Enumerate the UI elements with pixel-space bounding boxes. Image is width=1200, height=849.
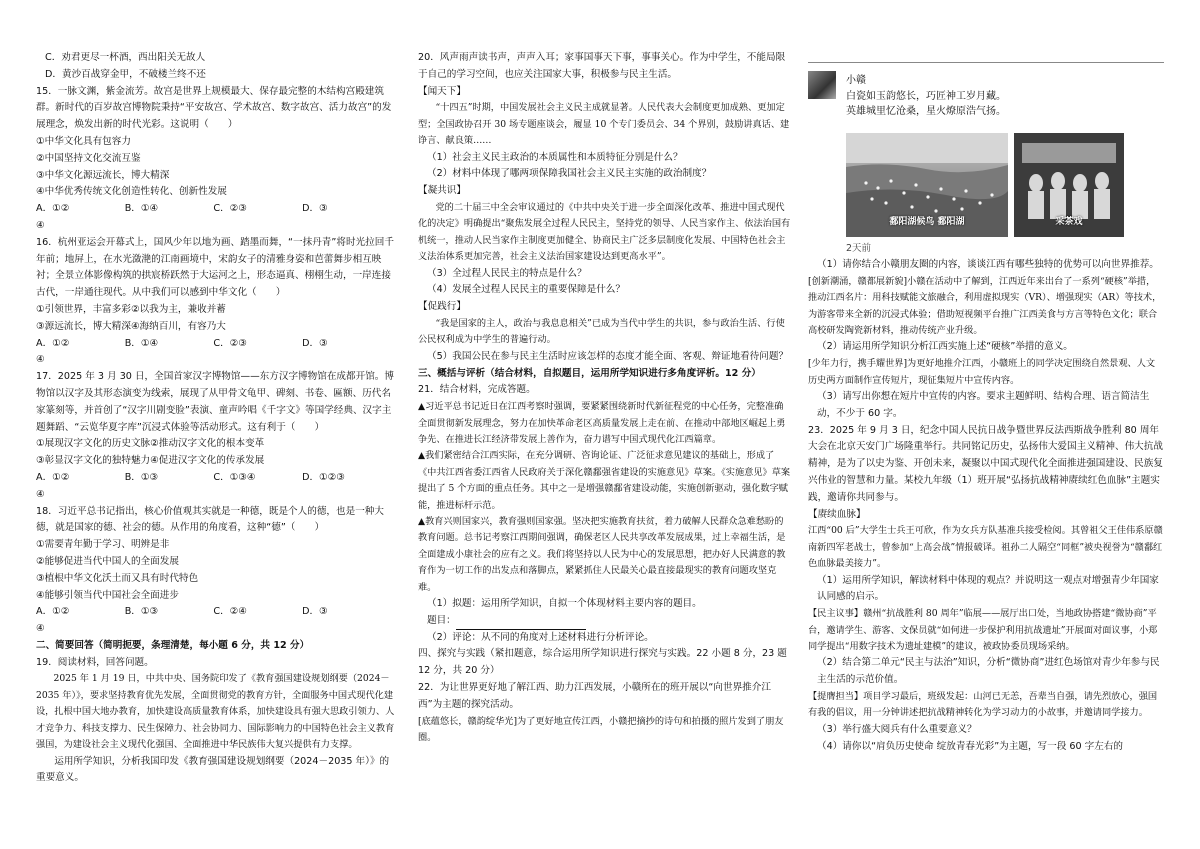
q17-choices — [36, 470, 398, 487]
q16-opt-2: ③源远流长，博大精深④海纳百川，有容乃大 — [36, 320, 226, 332]
section-4-heading: 四、探究与实践（紧扣题意，综合运用所学知识进行探究与实践。22 小题 8 分，23 题 12 分，共 20 分） — [418, 648, 787, 677]
q23-stem: 23．2025 年 9 月 3 日，纪念中国人民抗日战争暨世界反法西斯战争胜利 80 周年大会在北京天安门广场隆重举行。共同铭记历史，弘扬伟大爱国主义精神、伟大抗战精神，是为了以史为鉴、开创未来，凝聚以中国式现代化全面推进强国建设、民族复兴伟业的智慧和力量。某校九年级（1）班开展“弘扬抗战精神赓续红色血脉”主题实践，邀请你共同参与。 — [808, 424, 1163, 503]
choice-c: C．①③④ — [213, 471, 256, 483]
q17-stem: 17．2025 年 3 月 30 日，全国首家汉字博物馆——东方汉字博物馆在成都开馆。博物馆以汉字及其形态演变为线索，展现了从甲骨文龟甲、碑刻、书卷、匾额、历代名家篆刻等，并首创了“汉字川剧变脸”表演、童声吟唱《千字文》等国学经典、汉字主题舞蹈、“云览华夏字库”沉浸式体验等活动形式。这有利于（ ） — [36, 371, 394, 433]
q20-ask-3: （3）全过程人民民主的特点是什么？ — [427, 267, 587, 279]
choice-a: A．①② — [36, 606, 70, 618]
choice-d: D．③ — [302, 606, 328, 618]
moments-post — [808, 62, 1164, 254]
q22-ask-2: （2）请运用所学知识分析江西实施上述“硬核”举措的意义。 — [817, 341, 1073, 353]
q23-material-3: 【提膺担当】项目学习最后，班级发起：山河已无恙，吾辈当自强，请先烈放心，强国有我的倡议，用一分钟讲述把抗战精神转化为学习动力的小故事，并邀请同学接力。 — [808, 691, 1158, 719]
photo-caption: 采茶戏 — [1055, 217, 1083, 228]
choice-b: B．①④ — [124, 203, 159, 215]
choice-c: C．②④ — [213, 606, 247, 618]
q17-choice-tail: ④ — [36, 488, 45, 500]
q15-opt-4: ④中华优秀传统文化创造性转化、创新性发展 — [36, 186, 227, 198]
q20-stem: 20．风声雨声读书声，声声入耳；家事国事天下事，事事关心。作为中学生，不能局限于自己的学习空间，也应关注国家大事，积极参与民主生活。 — [418, 52, 786, 80]
q18-opt-3: ③植根中华文化沃土而又具有时代特色 — [36, 572, 199, 584]
q20-heading-practice: 【促践行】 — [418, 301, 466, 313]
q21-ask-1: （1）拟题：运用所学知识，自拟一个体现材料主要内容的题目。 — [427, 598, 702, 610]
post-author: 小赣 — [846, 75, 866, 86]
lake-birds-photo — [846, 133, 1008, 237]
q22-continued — [808, 257, 1164, 755]
q20-material-2: 党的二十届三中全会审议通过的《中共中央关于进一步全面深化改革、推进中国式现代化的决定》明确提出“聚焦发展全过程人民民主，坚持党的领导、人民当家作主、依法治国有机统一，推动人民当家作主制度更加健全、协商民主广泛多层制度化发展、中国特色社会主义法治体系更加完善，社会主义法治国家建设达到更高水平”。 — [418, 202, 791, 263]
q20-ask-5: （5）我国公民在参与民主生活时应该怎样的态度才能全面、客观、辩证地看待问题？ — [427, 350, 789, 362]
q14-option-d: D．黄沙百战穿金甲，不破楼兰终不还 — [45, 68, 206, 80]
answer-blank[interactable] — [456, 619, 586, 630]
poem-line-1: 白瓷如玉韵悠长，巧匠神工岁月藏。 — [846, 91, 1006, 102]
q20-material-1: “十四五”时期，中国发展社会主义民主成就显著。人民代表大会制度更加成熟、更加定型；全国政协召开 30 场专题座谈会，履显 10 个专门委员会、34 个界别，鼓励讲真话、建诤言、献良策…… — [418, 102, 790, 147]
post-timestamp: 2天前 — [846, 243, 872, 254]
q21-stem: 21．结合材料，完成答题。 — [418, 384, 536, 396]
q17-opt-1: ①展现汉字文化的历史文脉②推动汉字文化的根本变革 — [36, 438, 265, 450]
q22-ask-1: （1）请你结合小赣朋友圈的内容，谈谈江西有哪些独特的优势可以向世界推荐。 — [817, 259, 1159, 270]
q22-ask-3: （3）请写出你想在短片中宣传的内容。要求主题鲜明、结构合理、语言简洁生动，不少于 60 字。 — [817, 391, 1150, 419]
q22-material-1: [底蕴悠长，赣韵绽华光]为了更好地宣传江西，小赣把摘抄的诗句和拍摄的照片发到了朋友圈。 — [418, 715, 784, 744]
q15-opt-1: ①中华文化具有包容力 — [36, 135, 131, 147]
q16-opt-1: ①引领世界，丰富多彩②以我为主，兼收并蓄 — [36, 303, 226, 315]
q21-material-2: ▲我们紧密结合江西实际，在充分调研、咨询论证、广泛征求意见建议的基础上，形成了《中共江西省委江西省人民政府关于深化赣鄱强省建设的实施意见》草案。《实施意见》草案提出了 5 个方面的重点任务。其中之一是增强赣鄱省建设动能，实施创新驱动，强化数字赋能，推进标杆示范。 — [418, 450, 791, 511]
choice-a: A．①② — [36, 337, 70, 349]
column-middle — [418, 50, 792, 746]
q15-choices — [36, 201, 398, 218]
q15-opt-3: ③中华文化源远流长，博大精深 — [36, 169, 170, 181]
avatar — [808, 71, 836, 99]
q18-opt-4: ④能够引领当代中国社会全面进步 — [36, 589, 179, 601]
q21-material-3: ▲教育兴则国家兴，教育强则国家强。坚决把实施教育扶贫，着力破解人民群众急难愁盼的教育问题。总书记考察江西期间强调，确保老区人民共享改革发展成果，过上幸福生活，是全面建成小康社会的应有之义。我们将坚持以人民为中心的发展思想，把办好人民满意的教育作为一切工作的出发点和落脚点，紧紧抓住人民最关心最直接最现实的教育问题攻坚克难。 — [418, 516, 786, 593]
choice-a: A．①② — [36, 203, 70, 215]
q15-opt-2: ②中国坚持文化交流互鉴 — [36, 152, 141, 164]
choice-c: C．②③ — [213, 203, 247, 215]
q19-question: 运用所学知识，分析我国印发《教育强国建设规划纲要（2024－2035 年）》的重要意义。 — [36, 755, 390, 784]
post-text — [846, 89, 1164, 119]
q23-heading-bloodline: 【赓续血脉】 — [808, 508, 866, 520]
choice-b: B．①③ — [124, 606, 159, 618]
q18-choices — [36, 604, 398, 621]
q16-choice-tail: ④ — [36, 354, 45, 366]
q19-stem: 19．阅读材料，回答问题。 — [36, 656, 154, 668]
choice-d: D．③ — [302, 203, 328, 215]
tea-opera-photo — [1014, 133, 1124, 237]
choice-d: D．①②③ — [302, 471, 345, 483]
q16-choices — [36, 336, 398, 353]
q23-material-1: 江西“00 后”大学生士兵王可欣，作为女兵方队基准兵接受检阅。其曾祖父王佳伟系原赣南新四军老战士，曾参加“上高会战”情报破译。祖孙二人隔空“同框”被央视誉为“赣鄱红色血脉最美接力”。 — [808, 525, 1163, 570]
q19-material: 2025 年 1 月 19 日，中共中央、国务院印发了《教育强国建设规划纲要（2024－2035 年）》，要求坚持教育优先发展，全面贯彻党的教育方针，全面服务中国式现代化建设，扎根中国大地办教育，加快建设高质量教育体系，加快建设具有强大思政引领力、人才竞争力、科技支撑力、民生保障力、社会协同力、国际影响力的中国特色社会主义教育强国，为建设社会主义现代化强国、全面推进中华民族伟大复兴提供有力支撑。 — [36, 673, 395, 751]
choice-a: A．①② — [36, 471, 70, 483]
q22-material-3: [少年力行，携手耀世界]为更好地推介江西，小赣班上的同学决定围绕自然景观、人文历史两方面制作宣传短片，现征集短片中宣传内容。 — [808, 358, 1156, 386]
choice-d: D．③ — [302, 337, 328, 349]
choice-b: B．①③ — [124, 471, 159, 483]
q23-material-2: 【民主议事】赣州“抗战胜利 80 周年”临展——展厅出口处，当地政协搭建“微协商”平台，邀请学生、游客、文保员就“如何进一步保护利用抗战遗址”开展面对面议事，小郑同学提出“用数字技术为遗址建模”的建议，被政协委员现场采纳。 — [808, 608, 1158, 653]
choice-b: B．①④ — [124, 337, 159, 349]
photo-caption: 鄱阳湖候鸟 鄱阳湖 — [889, 217, 965, 228]
column-right — [808, 62, 1164, 755]
q18-opt-2: ②能够促进当代中国人的全面发展 — [36, 555, 179, 567]
q18-choice-tail: ④ — [36, 623, 45, 635]
q21-title-label: 题目： — [427, 614, 456, 626]
q21-material-1: ▲习近平总书记近日在江西考察时强调，要紧紧围绕新时代新征程党的中心任务，完整准确全面贯彻新发展理念，努力在加快革命老区高质量发展上走在前、在推动中部地区崛起上勇争先、在推进长江经济带发展上善作为，奋力谱写中国式现代化江西篇章。 — [418, 401, 786, 446]
q23-ask-3: （3）举行盛大阅兵有什么重要意义？ — [817, 723, 977, 735]
q20-heading-news: 【闻天下】 — [418, 85, 466, 97]
q20-ask-2: （2）材料中体现了哪两项保障我国社会主义民主实施的政治制度？ — [427, 168, 712, 180]
q21-ask-2: （2）评论：从不同的角度对上述材料进行分析评论。 — [427, 631, 654, 643]
choice-c: C．②③ — [213, 337, 247, 349]
q14-option-c: C．劝君更尽一杯酒，西出阳关无故人 — [45, 52, 206, 63]
q20-ask-1: （1）社会主义民主政治的本质属性和本质特征分别是什么？ — [427, 151, 683, 163]
q20-heading-consensus: 【凝共识】 — [418, 185, 466, 197]
q23-ask-1: （1）运用所学知识，解读材料中体现的观点？并说明这一观点对增强青少年国家认同感的启示。 — [817, 574, 1159, 603]
q22-material-2: [创新潮涌，赣都展新貌]小赣在活动中了解到，江西近年来出台了一系列“硬核”举措，推动江西名片：用科技赋能文旅融合，利用虚拟现实（VR）、增强现实（AR）等技术，为游客带来全新的沉浸式体验；借助短视频平台推广江西美食与方言等特色文化；联合高校研发陶瓷新材料，推动传统产业升级。 — [808, 275, 1162, 337]
q17-opt-2: ③彰显汉字文化的独特魅力④促进汉字文化的传承发展 — [36, 455, 265, 467]
section-2-heading: 二、简要回答（简明扼要，条理清楚，每小题 6 分，共 12 分） — [36, 639, 310, 651]
q21-title-line — [418, 613, 792, 630]
q20-ask-4: （4）发展全过程人民民主的重要保障是什么？ — [427, 284, 625, 296]
q15-choice-tail: ④ — [36, 219, 45, 231]
q18-opt-1: ①需要青年勤于学习、明辨是非 — [36, 539, 170, 551]
section-3-heading: 三、概括与评析（结合材料，自拟题目，运用所学知识进行多角度评析。12 分） — [418, 367, 761, 379]
q15-stem: 15．一脉文渊，紫金流芳。故宫是世界上规模最大、保存最完整的木结构宫殿建筑群。新时代的百岁故宫博物院秉持“平安故宫、学术故宫、数字故宫、活力故宫”的发展理念，焕发出新的时代光彩。这说明（ ） — [36, 85, 392, 131]
q22-stem: 22．为让世界更好地了解江西、助力江西发展，小赣所在的班开展以“向世界推介江西”为主题的探究活动。 — [418, 682, 771, 710]
poem-line-2: 英雄城里忆沧桑，星火燎原浩气扬。 — [846, 106, 1006, 117]
q20-material-3: “我是国家的主人，政治与我息息相关”已成为当代中学生的共识，参与政治生活、行使公民权利成为中学生的普遍行动。 — [418, 318, 785, 346]
q16-stem: 16．杭州亚运会开幕式上，国风少年以地为画、踏墨而舞，“一抹丹青”将时光拉回千年前；地屏上，在水光潋滟的江南画境中，宋韵女子的清雅身姿和芭蕾舞步相互映衬；全景立体影像构筑的拱宸桥跃然于大运河之上，形态逼真、栩栩生动，一岸连接古代，一岸通往现代。从中我们可以感到中华文化（ ） — [36, 236, 394, 299]
q18-stem: 18．习近平总书记指出，核心价值观其实就是一种德，既是个人的德，也是一种大德，就是国家的德、社会的德。从作用的角度看，这种“德”（ ） — [36, 505, 384, 534]
q23-ask-4: （4）请你以“肩负历史使命 绽放青春光彩”为主题，写一段 60 字左右的 — [817, 740, 1124, 752]
q23-ask-2: （2）结合第二单元“民主与法治”知识，分析“微协商”进红色场馆对青少年参与民主生活的示范价值。 — [817, 657, 1160, 686]
column-left — [36, 50, 398, 787]
